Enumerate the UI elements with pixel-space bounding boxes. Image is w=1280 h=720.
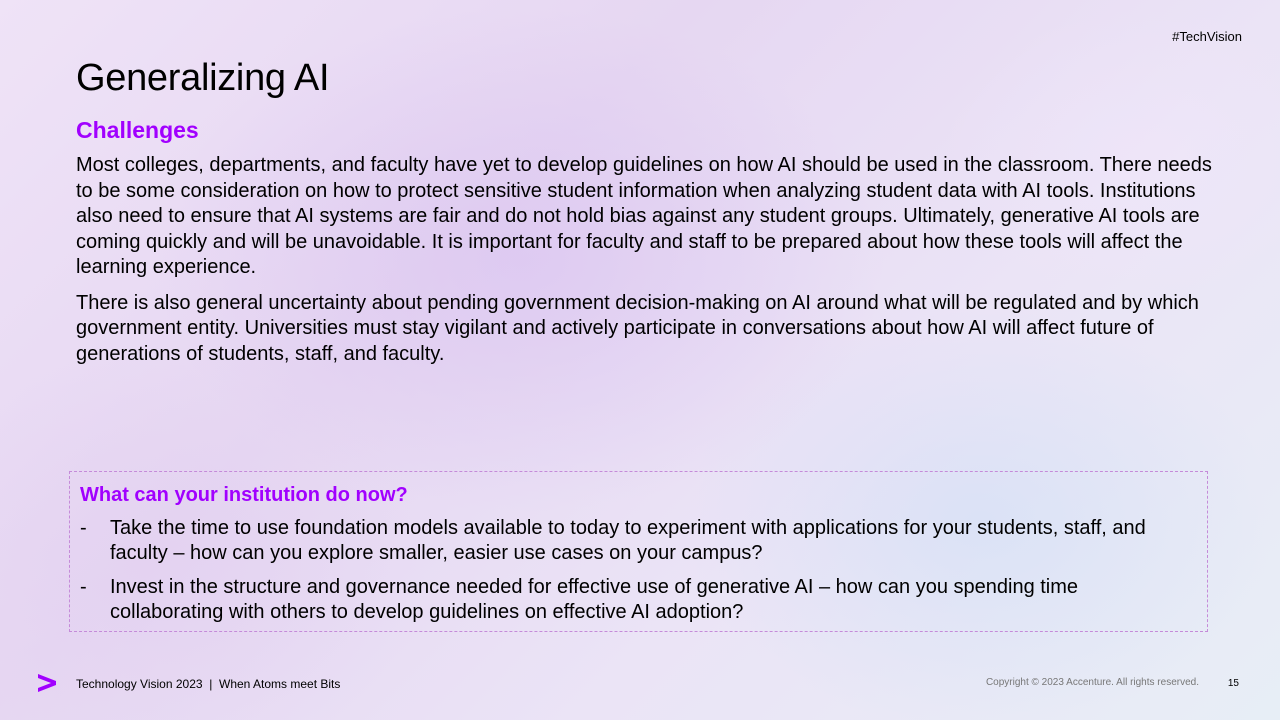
challenges-heading: Challenges [76, 117, 199, 143]
footer-title-text: Technology Vision 2023 | When Atoms meet Bits [76, 677, 341, 691]
footer-copyright: Copyright © 2023 Accenture. All rights reserved. [985, 677, 1199, 688]
callout-heading: What can your institution do now? [80, 484, 408, 506]
callout-item-text: Take the time to use foundation models available to today to experiment with applications for your students, staff, and faculty – how can you explore smaller, easier use cases on your campus? [110, 517, 1146, 564]
hashtag-label: #TechVision [1172, 29, 1242, 44]
callout-list [80, 516, 1190, 634]
callout-list-item [80, 575, 1190, 625]
callout-list-item [80, 516, 1190, 566]
footer-title [76, 677, 340, 691]
challenges-paragraph-2: There is also general uncertainty about pending government decision-making on AI around what will be regulated and by which government entity. Universities must stay vigilant and actively participate in conversations about how AI will affect future of generations of students, staff, and faculty. [76, 291, 1199, 365]
page-title: Generalizing AI [76, 57, 330, 99]
bullet-dash: - [80, 576, 87, 598]
challenges-paragraph-1: Most colleges, departments, and faculty have yet to develop guidelines on how AI should be used in the classroom. There needs to be some consideration on how to protect sensitive student information when analyzing student data with AI tools. Institutions also need to ensure that AI systems are fair and do not hold bias against any student groups. Ultimately, generative AI tools are coming quickly and will be unavoidable. It is important for faculty and staff to be prepared about how these tools will affect the learning experience. [76, 154, 1212, 278]
page-number: 15 [1227, 678, 1239, 689]
callout-item-text: Invest in the structure and governance needed for effective use of generative AI – how can you spending time collaborating with others to develop guidelines on effective AI adoption? [110, 576, 1079, 623]
accenture-chevron-icon [36, 672, 58, 694]
callout-box [69, 471, 1208, 632]
bullet-dash: - [80, 517, 87, 539]
challenges-body [76, 153, 1216, 377]
